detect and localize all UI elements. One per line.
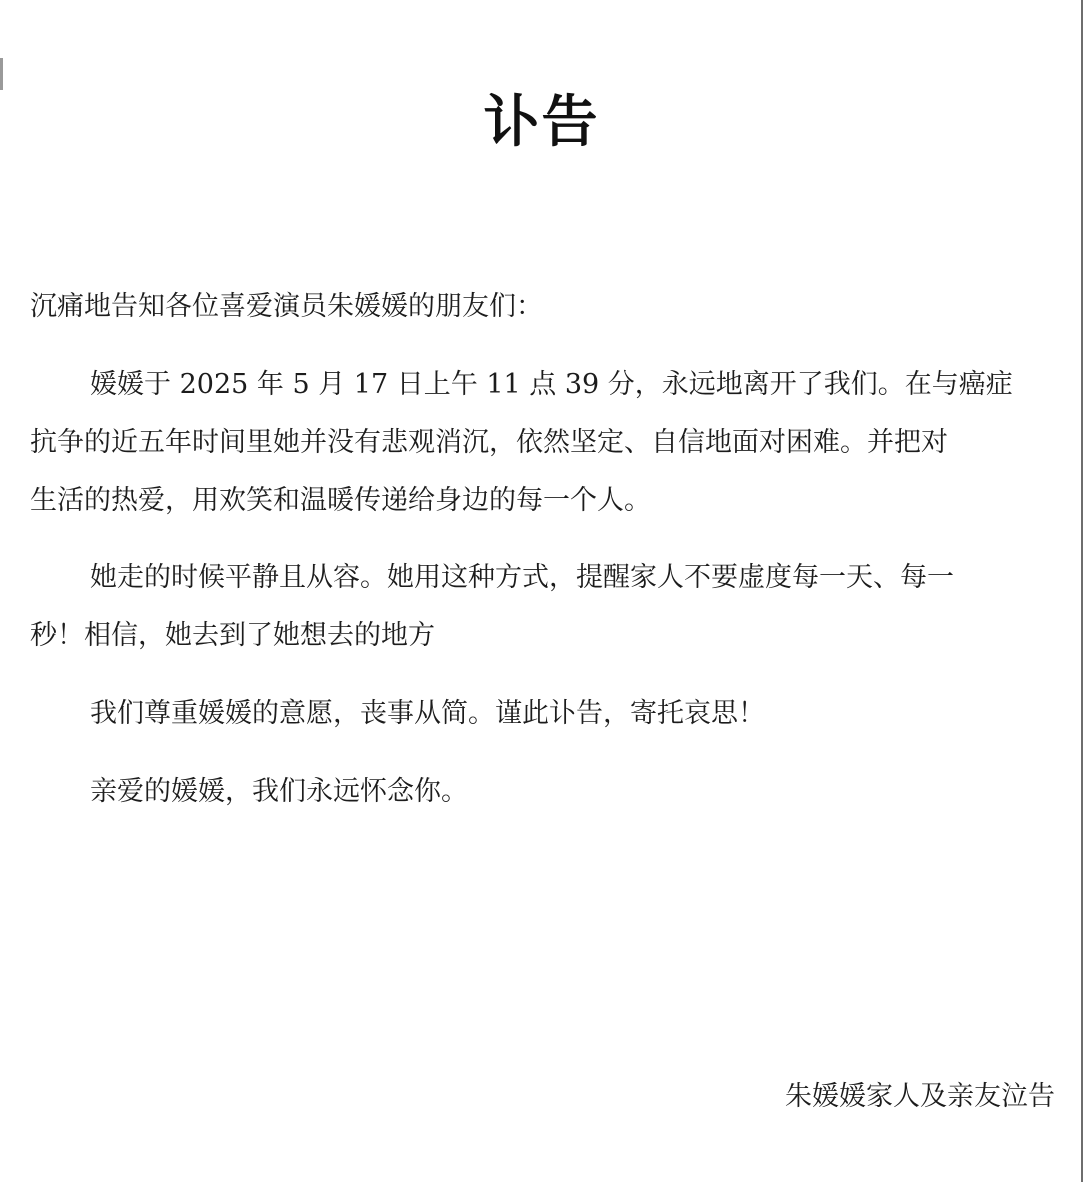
paragraph-4-line-1: 亲爱的媛媛，我们永远怀念你。 bbox=[90, 776, 468, 807]
paragraph-1-line-2: 抗争的近五年时间里她并没有悲观消沉，依然坚定、自信地面对困难。并把对 bbox=[30, 427, 948, 458]
paragraph-1 bbox=[30, 356, 1055, 530]
paragraph-4 bbox=[30, 763, 1055, 821]
paragraph-3 bbox=[30, 685, 1055, 743]
paragraph-2 bbox=[30, 549, 1055, 665]
signature: 朱媛媛家人及亲友泣告 bbox=[785, 1081, 1055, 1112]
salutation: 沉痛地告知各位喜爱演员朱媛媛的朋友们： bbox=[30, 291, 543, 322]
paragraph-2-line-1: 她走的时候平静且从容。她用这种方式，提醒家人不要虚度每一天、每一 bbox=[90, 562, 954, 593]
paragraph-1-line-1: 媛媛于 2025 年 5 月 17 日上午 11 点 39 分，永远地离开了我们。在与癌症 bbox=[90, 369, 1013, 400]
page-edge-left bbox=[0, 58, 3, 90]
blurred-overlay bbox=[440, 617, 510, 657]
paragraph-1-line-3: 生活的热爱，用欢笑和温暖传递给身边的每一个人。 bbox=[30, 485, 651, 516]
paragraph-2-line-2: 秒！相信，她去到了她想去的地方 bbox=[30, 620, 435, 651]
paragraph-3-line-1: 我们尊重媛媛的意愿，丧事从简。谨此讣告，寄托哀思！ bbox=[90, 698, 765, 729]
page-title: 讣告 bbox=[483, 90, 600, 155]
